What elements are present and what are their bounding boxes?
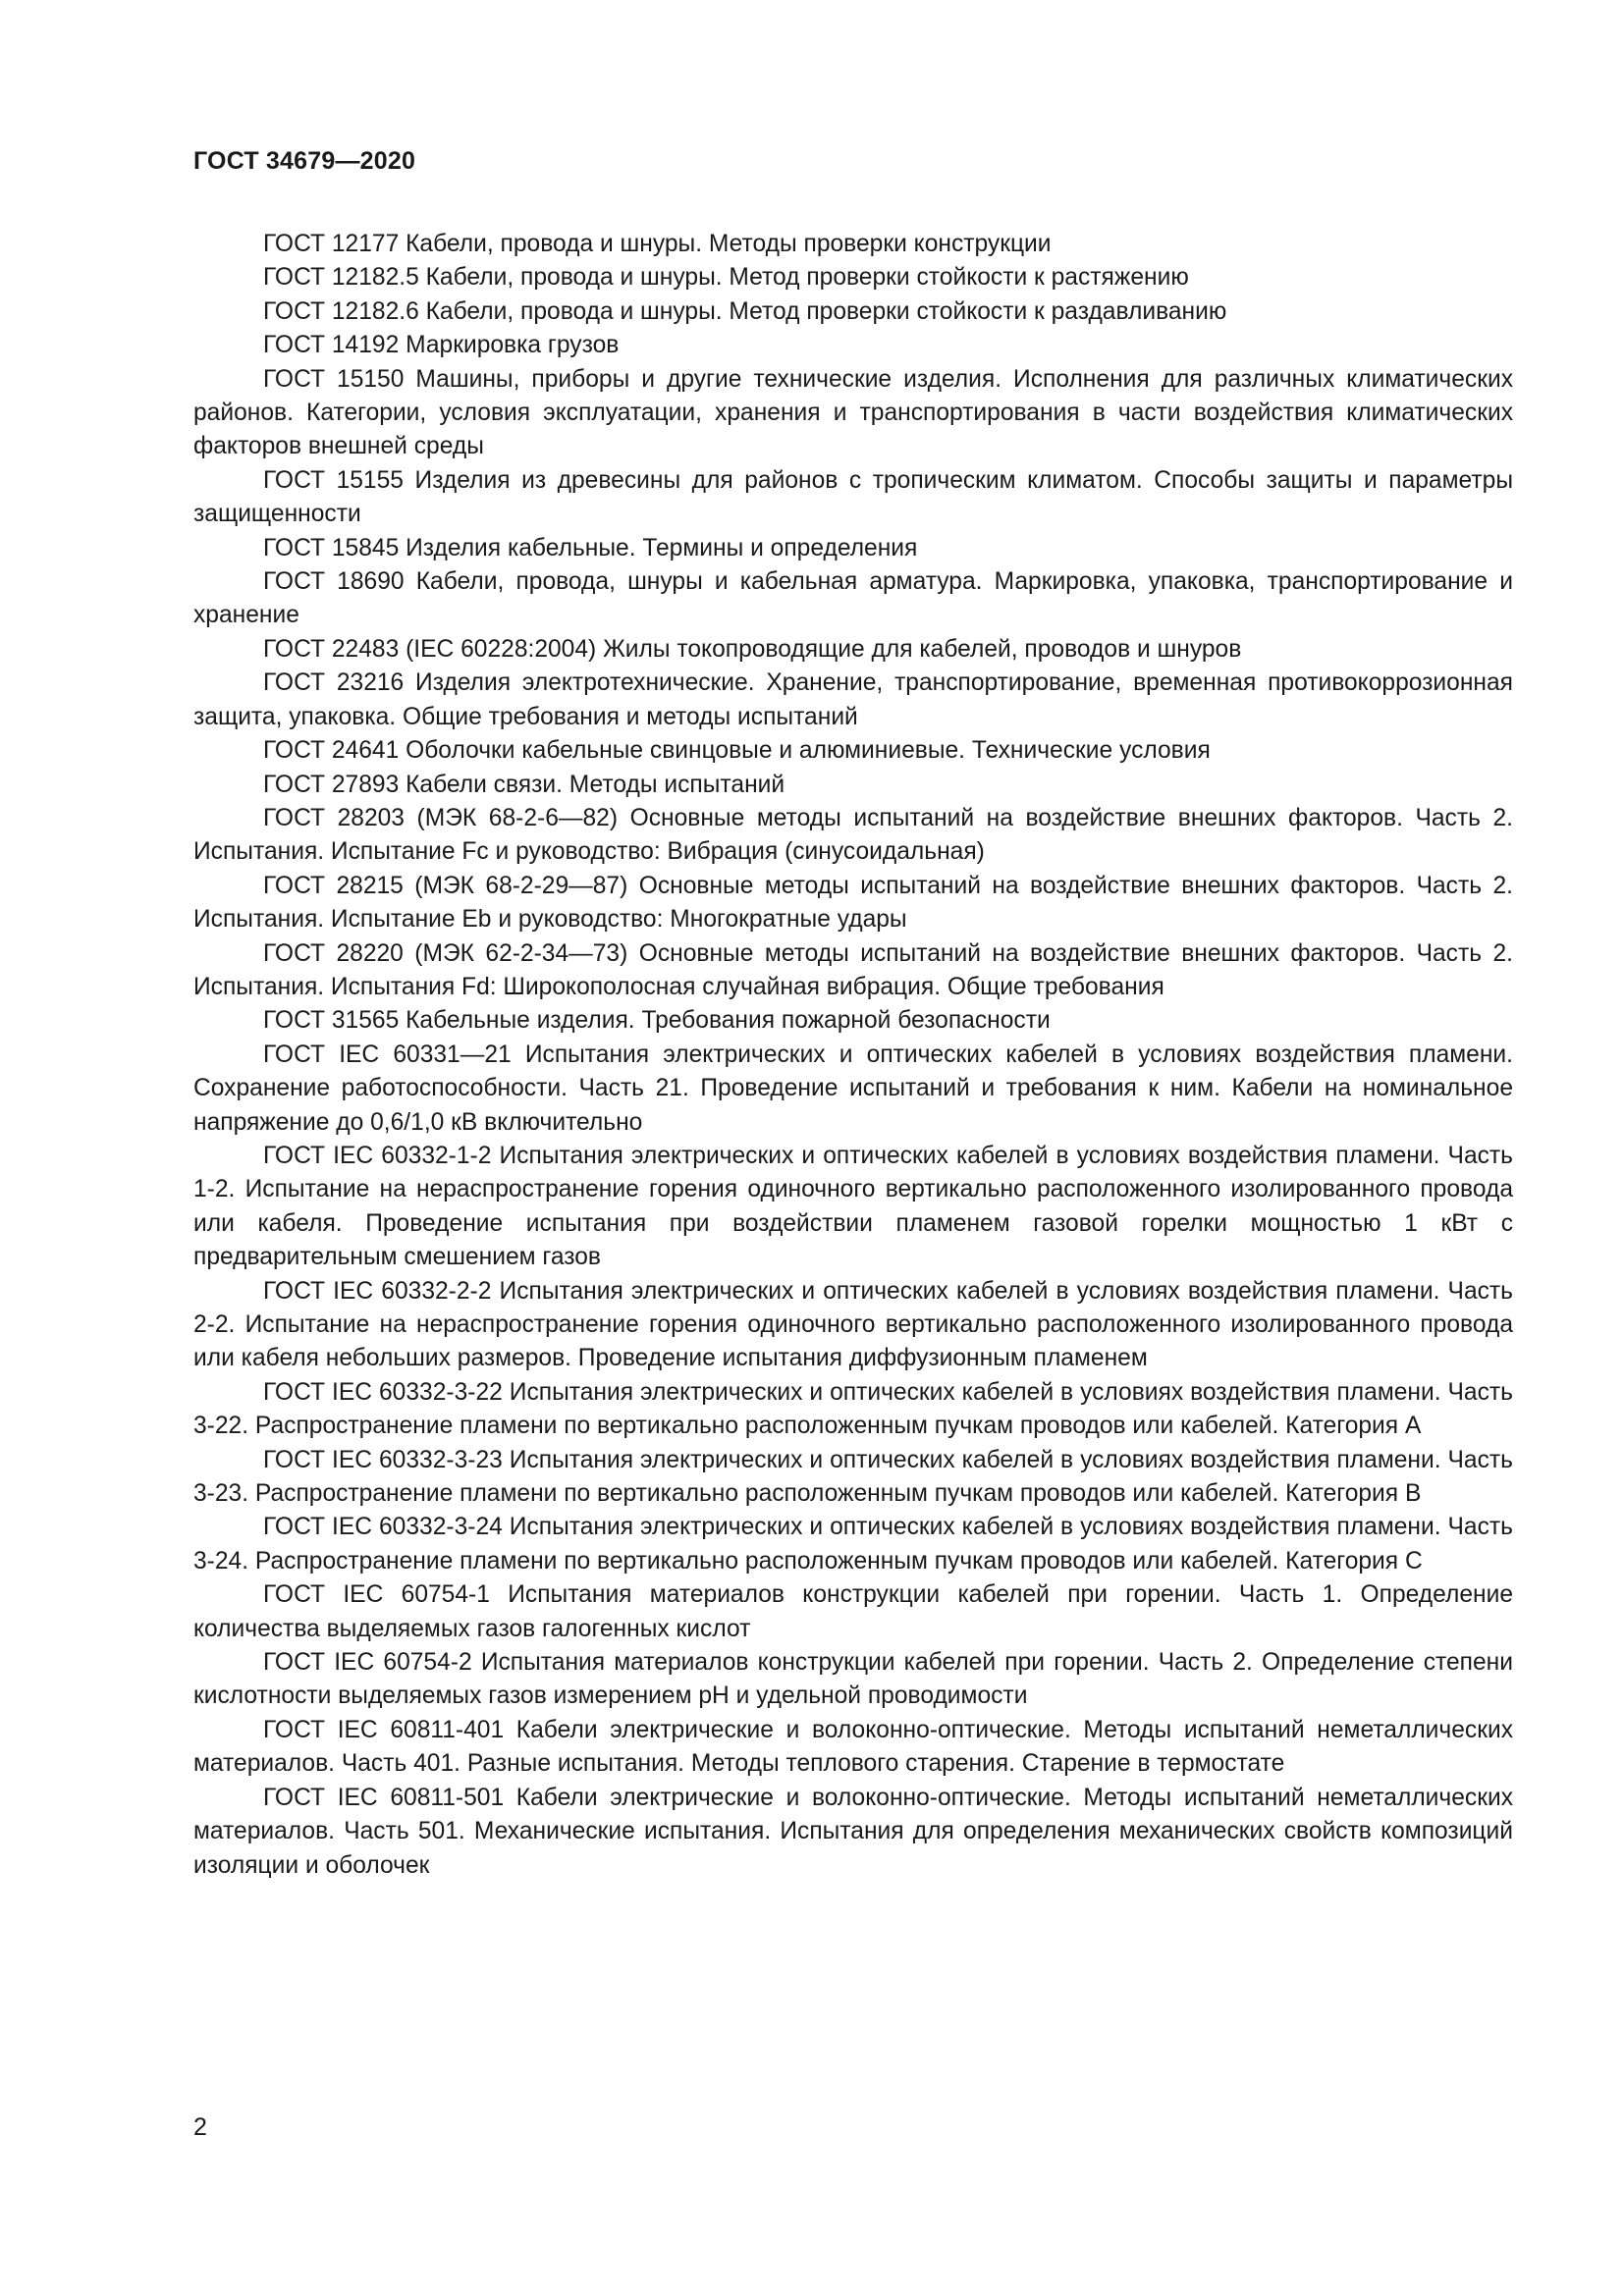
normative-references-list bbox=[193, 228, 1513, 1883]
reference-item: ГОСТ 12177 Кабели, провода и шнуры. Методы проверки конструкции bbox=[263, 231, 1052, 257]
reference-item: ГОСТ IEC 60754-2 Испытания материалов конструкции кабелей при горении. Часть 2. Определение степени кислотности выделяемых газов измерением pH и удельной проводимости bbox=[193, 1649, 1513, 1710]
reference-item: ГОСТ IEC 60332-3-23 Испытания электрических и оптических кабелей в условиях воздействия пламени. Часть 3-23. Распространение пламени по вертикально расположенным пучкам проводов или кабелей. Категория В bbox=[193, 1446, 1513, 1508]
reference-item: ГОСТ IEC 60332-1-2 Испытания электрических и оптических кабелей в условиях воздействия пламени. Часть 1-2. Испытание на нераспространение горения одиночного вертикально расположенного изолированного провода или кабеля. Проведение испытания при воздействии пламенем газовой горелки мощностью 1 кВт с предварительным смешением газов bbox=[193, 1142, 1513, 1271]
page-number: 2 bbox=[193, 2113, 207, 2141]
reference-item: ГОСТ IEC 60331—21 Испытания электрических и оптических кабелей в условиях воздействия пламени. Сохранение работоспособности. Часть 21. Проведение испытаний и требования к ним. Кабели на номинальное напряжение до 0,6/1,0 кВ включительно bbox=[193, 1041, 1513, 1136]
reference-item: ГОСТ 15845 Изделия кабельные. Термины и определения bbox=[263, 534, 918, 561]
reference-item: ГОСТ IEC 60754-1 Испытания материалов конструкции кабелей при горении. Часть 1. Определение количества выделяемых газов галогенных кислот bbox=[193, 1581, 1513, 1642]
reference-item: ГОСТ 31565 Кабельные изделия. Требования пожарной безопасности bbox=[263, 1007, 1051, 1035]
reference-item: ГОСТ IEC 60811-401 Кабели электрические и волоконно-оптические. Методы испытаний неметаллических материалов. Часть 401. Разные испытания. Методы теплового старения. Старение в термостате bbox=[193, 1716, 1513, 1778]
reference-item: ГОСТ 28220 (МЭК 62-2-34—73) Основные методы испытаний на воздействие внешних факторов. Часть 2. Испытания. Испытания Fd: Широкополосная случайная вибрация. Общие требования bbox=[193, 939, 1513, 1000]
reference-item: ГОСТ 12182.6 Кабели, провода и шнуры. Метод проверки стойкости к раздавливанию bbox=[263, 297, 1227, 325]
reference-item: ГОСТ IEC 60332-3-24 Испытания электрических и оптических кабелей в условиях воздействия пламени. Часть 3-24. Распространение пламени по вертикально расположенным пучкам проводов или кабелей. Категория С bbox=[193, 1514, 1513, 1575]
page-header-doc-code: ГОСТ 34679—2020 bbox=[193, 147, 416, 175]
reference-item: ГОСТ 28215 (МЭК 68-2-29—87) Основные методы испытаний на воздействие внешних факторов. Часть 2. Испытания. Испытание Eb и руководство: Многократные удары bbox=[193, 872, 1513, 934]
reference-item: ГОСТ 24641 Оболочки кабельные свинцовые и алюминиевые. Технические условия bbox=[263, 737, 1211, 765]
reference-item: ГОСТ 15155 Изделия из древесины для районов с тропическим климатом. Способы защиты и параметры защищенности bbox=[193, 466, 1513, 528]
reference-item: ГОСТ IEC 60332-3-22 Испытания электрических и оптических кабелей в условиях воздействия пламени. Часть 3-22. Распространение пламени по вертикально расположенным пучкам проводов или кабелей. Категория А bbox=[193, 1378, 1513, 1440]
reference-item: ГОСТ 15150 Машины, приборы и другие технические изделия. Исполнения для различных климатических районов. Категории, условия эксплуатации, хранения и транспортирования в части воздействия климатических факторов внешней среды bbox=[193, 365, 1513, 460]
reference-item: ГОСТ 28203 (МЭК 68-2-6—82) Основные методы испытаний на воздействие внешних факторов. Часть 2. Испытания. Испытание Fc и руководство: Вибрация (синусоидальная) bbox=[193, 804, 1513, 866]
reference-item: ГОСТ IEC 60811-501 Кабели электрические и волоконно-оптические. Методы испытаний неметаллических материалов. Часть 501. Механические испытания. Испытания для определения механических свойств композиций изоляции и оболочек bbox=[193, 1784, 1513, 1879]
reference-item: ГОСТ IEC 60332-2-2 Испытания электрических и оптических кабелей в условиях воздействия пламени. Часть 2-2. Испытание на нераспространение горения одиночного вертикально расположенного изолированного провода или кабеля небольших размеров. Проведение испытания диффузионным пламенем bbox=[193, 1277, 1513, 1372]
reference-item: ГОСТ 12182.5 Кабели, провода и шнуры. Метод проверки стойкости к растяжению bbox=[263, 264, 1189, 292]
reference-item: ГОСТ 22483 (IEC 60228:2004) Жилы токопроводящие для кабелей, проводов и шнуров bbox=[263, 635, 1242, 663]
reference-item: ГОСТ 14192 Маркировка грузов bbox=[263, 332, 620, 359]
reference-item: ГОСТ 18690 Кабели, провода, шнуры и кабельная арматура. Маркировка, упаковка, транспортирование и хранение bbox=[193, 568, 1513, 629]
reference-item: ГОСТ 23216 Изделия электротехнические. Хранение, транспортирование, временная противокоррозионная защита, упаковка. Общие требования и методы испытаний bbox=[193, 669, 1513, 730]
reference-item: ГОСТ 27893 Кабели связи. Методы испытаний bbox=[263, 771, 785, 798]
